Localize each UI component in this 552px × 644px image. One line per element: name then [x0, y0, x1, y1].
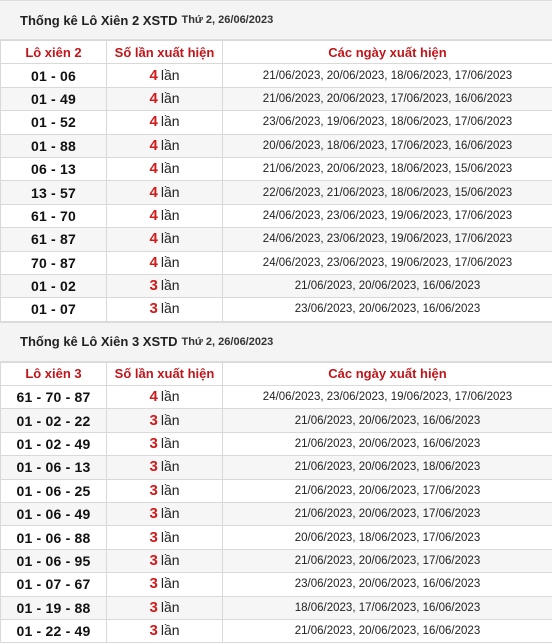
dates-cell: 21/06/2023, 20/06/2023, 16/06/2023: [223, 432, 552, 455]
pair-cell: 01 - 52: [1, 111, 107, 134]
table-row: [1, 479, 552, 502]
count-number: 4: [149, 230, 158, 248]
table-row: [1, 526, 552, 549]
section-title-text: Thống kê Lô Xiên 3 XSTD: [20, 334, 178, 350]
count-number: 3: [149, 552, 158, 569]
pair-cell: 01 - 22 - 49: [1, 619, 107, 642]
pair-cell: 01 - 49: [1, 87, 107, 110]
dates-cell: 23/06/2023, 20/06/2023, 16/06/2023: [223, 573, 552, 596]
pair-cell: 01 - 06 - 13: [1, 456, 107, 479]
count-unit: lần: [160, 575, 180, 592]
count-cell: [107, 479, 223, 502]
count-unit: lần: [160, 277, 180, 294]
count-unit: lần: [160, 598, 180, 615]
count-cell: [107, 298, 223, 321]
dates-cell: 21/06/2023, 20/06/2023, 17/06/2023: [223, 549, 552, 572]
count-number: 3: [149, 411, 158, 429]
count-number: 3: [149, 300, 158, 318]
count-unit: lần: [160, 622, 180, 639]
count-number: 4: [149, 66, 158, 84]
count-unit: lần: [160, 300, 180, 317]
count-number: 3: [149, 481, 158, 499]
table-row: [1, 64, 552, 87]
count-cell: [107, 503, 223, 526]
table-xien3: [0, 362, 552, 644]
header-count: Số lần xuất hiện: [107, 362, 223, 385]
count-unit: lần: [160, 160, 180, 177]
count-cell: [107, 409, 223, 432]
count-number: 3: [149, 575, 158, 593]
dates-cell: 24/06/2023, 23/06/2023, 19/06/2023, 17/06/2023: [223, 386, 552, 409]
pair-cell: 13 - 57: [1, 181, 107, 204]
pair-cell: 01 - 02 - 22: [1, 409, 107, 432]
dates-cell: 21/06/2023, 20/06/2023, 16/06/2023: [223, 409, 552, 432]
count-unit: lần: [160, 552, 180, 568]
count-unit: lần: [160, 528, 180, 545]
dates-cell: 21/06/2023, 20/06/2023, 17/06/2023, 16/06/2023: [223, 87, 552, 110]
dates-cell: 24/06/2023, 23/06/2023, 19/06/2023, 17/06/2023: [223, 251, 552, 274]
table-row: [1, 274, 552, 297]
section-title-text: Thống kê Lô Xiên 2 XSTD: [20, 12, 178, 28]
count-number: 3: [149, 528, 158, 546]
pair-cell: 70 - 87: [1, 251, 107, 274]
count-unit: lần: [160, 183, 180, 200]
table-row: [1, 111, 552, 134]
table-row: [1, 573, 552, 596]
pair-cell: 01 - 06 - 49: [1, 503, 107, 526]
header-pair: Lô xiên 2: [1, 41, 107, 64]
count-number: 4: [149, 89, 158, 107]
count-cell: [107, 134, 223, 157]
dates-cell: 24/06/2023, 23/06/2023, 19/06/2023, 17/06/2023: [223, 228, 552, 251]
count-number: 3: [149, 622, 158, 640]
count-unit: lần: [160, 435, 180, 452]
dates-cell: 20/06/2023, 18/06/2023, 17/06/2023, 16/06/2023: [223, 134, 552, 157]
section-title-xien2: [0, 0, 552, 40]
header-dates: Các ngày xuất hiện: [223, 362, 552, 385]
header-count: Số lần xuất hiện: [107, 41, 223, 64]
table-row: [1, 298, 552, 321]
pair-cell: 06 - 13: [1, 157, 107, 180]
count-unit: lần: [160, 481, 180, 498]
table-row: [1, 251, 552, 274]
count-unit: lần: [160, 66, 180, 83]
pair-cell: 01 - 19 - 88: [1, 596, 107, 619]
table-row: [1, 596, 552, 619]
count-unit: lần: [160, 458, 180, 475]
count-cell: [107, 64, 223, 87]
table-row: [1, 134, 552, 157]
count-cell: [107, 432, 223, 455]
dates-cell: 21/06/2023, 20/06/2023, 16/06/2023: [223, 274, 552, 297]
count-unit: lần: [160, 89, 180, 106]
dates-cell: 18/06/2023, 17/06/2023, 16/06/2023: [223, 596, 552, 619]
table-row: [1, 228, 552, 251]
dates-cell: 23/06/2023, 20/06/2023, 16/06/2023: [223, 298, 552, 321]
count-unit: lần: [160, 411, 180, 428]
dates-cell: 23/06/2023, 19/06/2023, 18/06/2023, 17/06/2023: [223, 111, 552, 134]
table-header-row: [1, 362, 552, 385]
table-row: [1, 503, 552, 526]
count-cell: [107, 251, 223, 274]
count-unit: lần: [160, 113, 180, 130]
table-row: [1, 409, 552, 432]
count-cell: [107, 111, 223, 134]
count-unit: lần: [160, 253, 180, 270]
dates-cell: 21/06/2023, 20/06/2023, 16/06/2023: [223, 619, 552, 642]
pair-cell: 61 - 70 - 87: [1, 386, 107, 409]
count-number: 3: [149, 277, 158, 295]
count-number: 4: [149, 160, 158, 178]
count-cell: [107, 204, 223, 227]
count-number: 3: [149, 435, 158, 453]
count-number: 4: [149, 136, 158, 154]
header-pair: Lô xiên 3: [1, 362, 107, 385]
dates-cell: 21/06/2023, 20/06/2023, 18/06/2023: [223, 456, 552, 479]
table-xien2: [0, 40, 552, 322]
count-unit: lần: [160, 136, 180, 153]
count-number: 4: [149, 388, 158, 406]
count-cell: [107, 619, 223, 642]
pair-cell: 01 - 02 - 49: [1, 432, 107, 455]
table-row: [1, 456, 552, 479]
table-row: [1, 157, 552, 180]
count-number: 4: [149, 113, 158, 131]
count-unit: lần: [160, 388, 180, 405]
pair-cell: 01 - 88: [1, 134, 107, 157]
count-cell: [107, 573, 223, 596]
dates-cell: 21/06/2023, 20/06/2023, 17/06/2023: [223, 503, 552, 526]
count-cell: [107, 596, 223, 619]
section-subtitle-date: Thứ 2, 26/06/2023: [181, 335, 274, 348]
pair-cell: 01 - 07: [1, 298, 107, 321]
dates-cell: 24/06/2023, 23/06/2023, 19/06/2023, 17/06/2023: [223, 204, 552, 227]
pair-cell: 61 - 87: [1, 228, 107, 251]
pair-cell: 61 - 70: [1, 204, 107, 227]
dates-cell: 20/06/2023, 18/06/2023, 17/06/2023: [223, 526, 552, 549]
pair-cell: 01 - 06 - 25: [1, 479, 107, 502]
table-row: [1, 432, 552, 455]
count-number: 4: [149, 183, 158, 201]
pair-cell: 01 - 02: [1, 274, 107, 297]
count-number: 3: [149, 505, 158, 523]
count-number: 3: [149, 598, 158, 616]
pair-cell: 01 - 06 - 95: [1, 549, 107, 572]
count-cell: [107, 456, 223, 479]
count-number: 4: [149, 253, 158, 271]
table-row: [1, 619, 552, 642]
table-header-row: [1, 41, 552, 64]
count-cell: [107, 549, 223, 572]
table-row: [1, 386, 552, 409]
pair-cell: 01 - 07 - 67: [1, 573, 107, 596]
count-unit: lần: [160, 230, 180, 247]
count-number: 4: [149, 206, 158, 224]
count-cell: [107, 181, 223, 204]
count-cell: [107, 228, 223, 251]
header-dates: Các ngày xuất hiện: [223, 41, 552, 64]
count-unit: lần: [160, 206, 180, 223]
count-cell: [107, 157, 223, 180]
count-cell: [107, 274, 223, 297]
section-subtitle-date: Thứ 2, 26/06/2023: [181, 14, 274, 26]
table-row: [1, 549, 552, 572]
table-row: [1, 181, 552, 204]
pair-cell: 01 - 06: [1, 64, 107, 87]
count-cell: [107, 386, 223, 409]
dates-cell: 21/06/2023, 20/06/2023, 18/06/2023, 15/06/2023: [223, 157, 552, 180]
dates-cell: 21/06/2023, 20/06/2023, 17/06/2023: [223, 479, 552, 502]
table-row: [1, 87, 552, 110]
count-cell: [107, 87, 223, 110]
dates-cell: 21/06/2023, 20/06/2023, 18/06/2023, 17/06/2023: [223, 64, 552, 87]
section-title-xien3: [0, 322, 552, 362]
count-unit: lần: [160, 505, 180, 522]
count-cell: [107, 526, 223, 549]
count-number: 3: [149, 458, 158, 476]
pair-cell: 01 - 06 - 88: [1, 526, 107, 549]
dates-cell: 22/06/2023, 21/06/2023, 18/06/2023, 15/06/2023: [223, 181, 552, 204]
table-row: [1, 204, 552, 227]
